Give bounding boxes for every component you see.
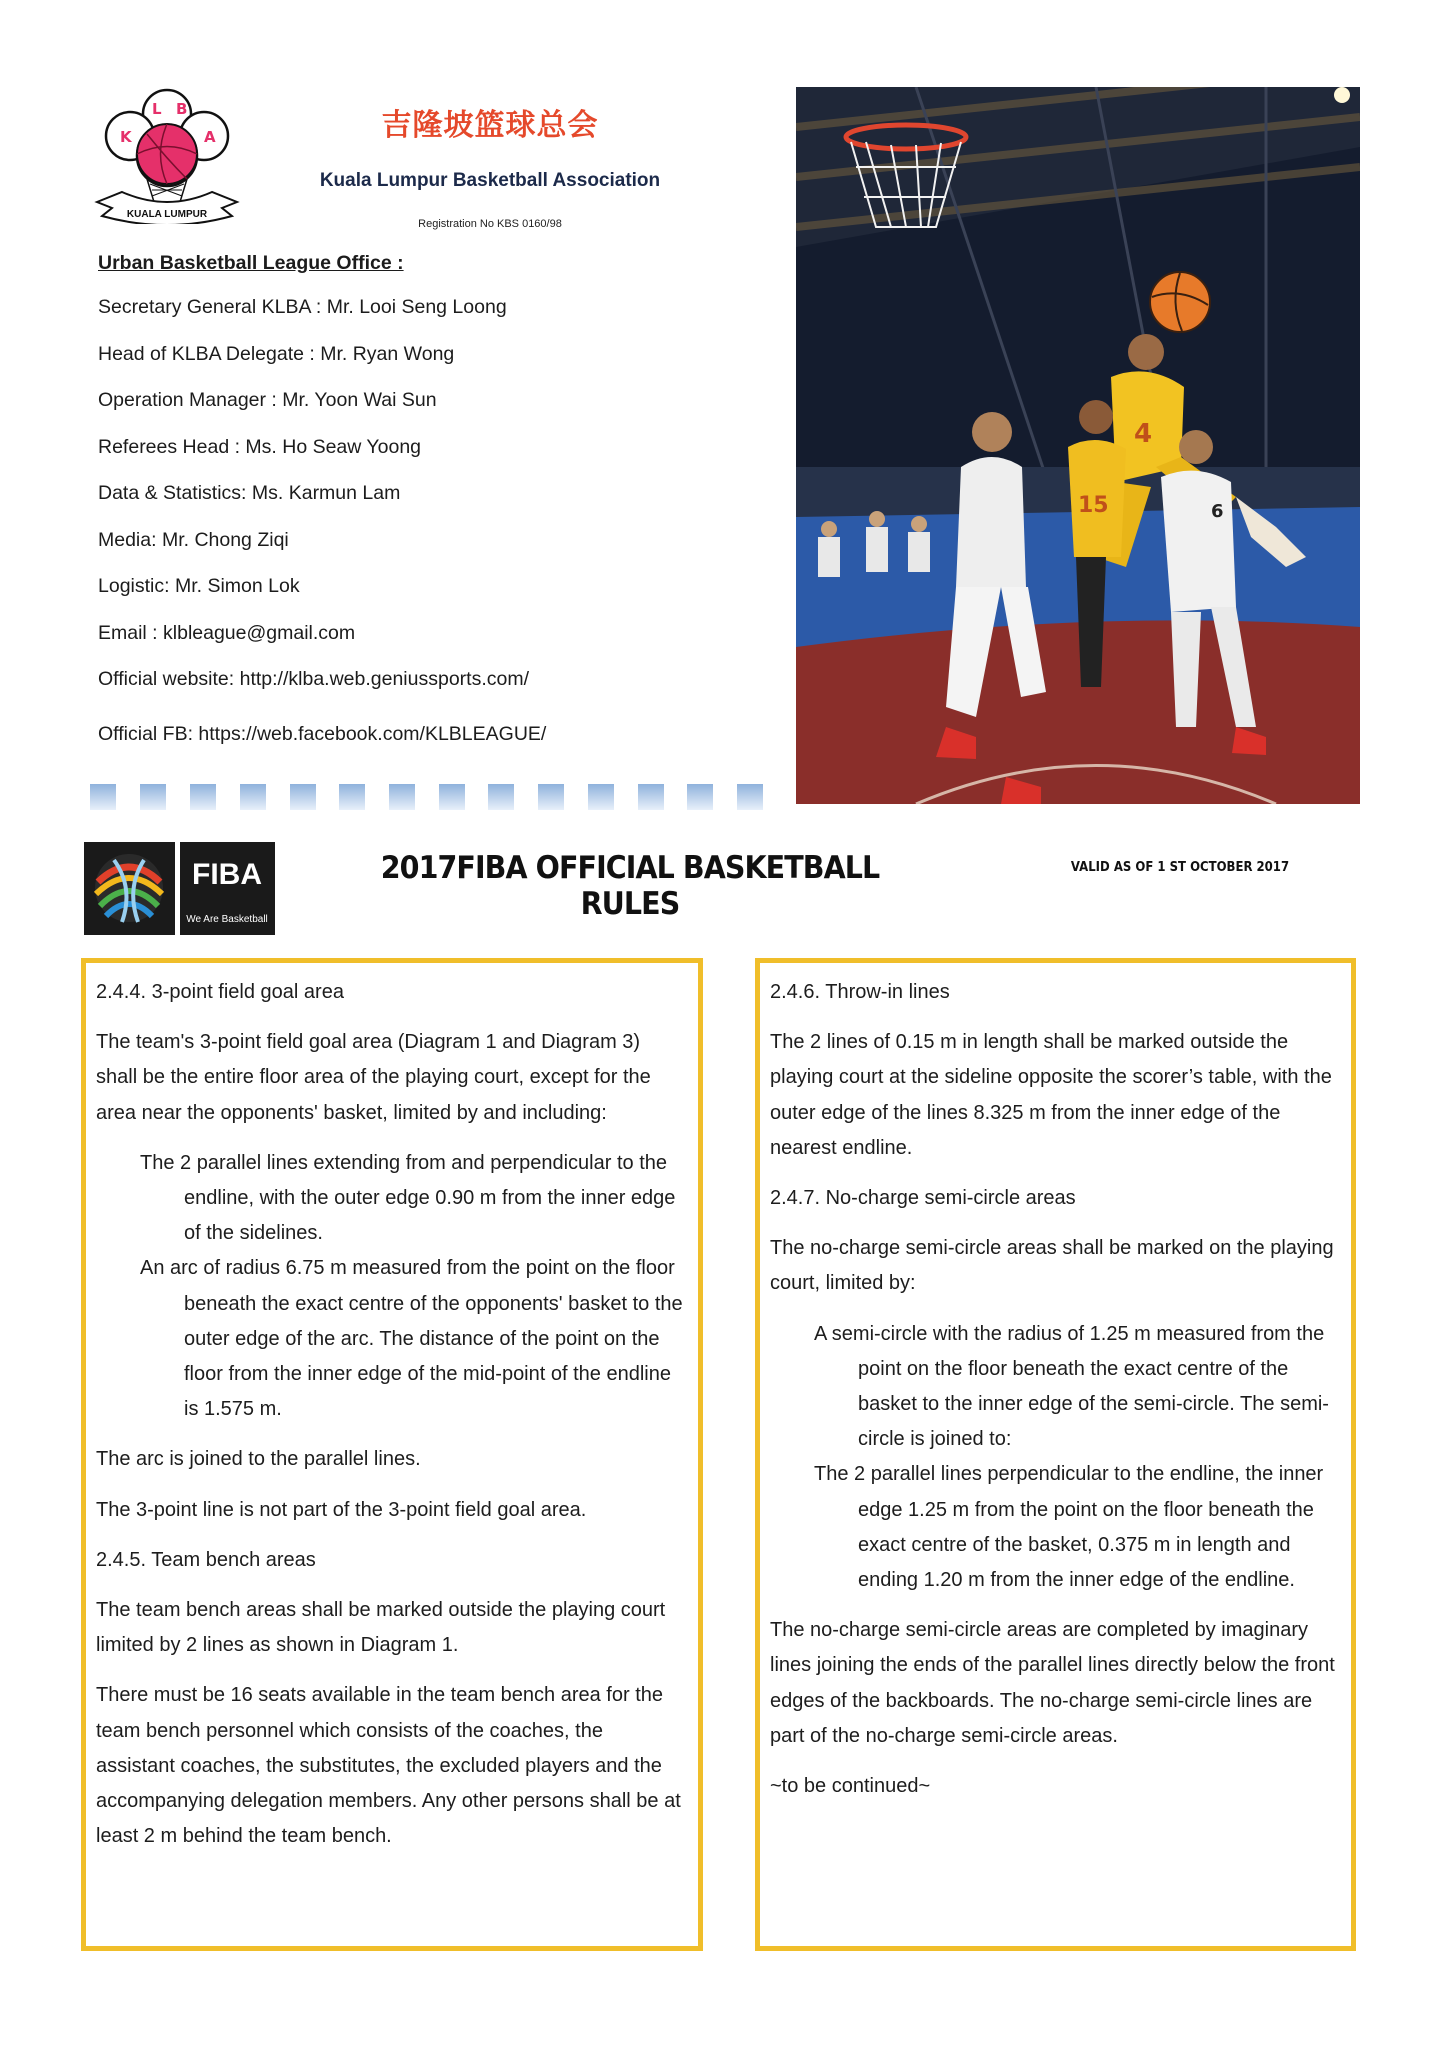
divider-square <box>638 784 664 810</box>
logo-letter-a: A <box>204 128 216 146</box>
office-line-media: Media: Mr. Chong Ziqi <box>98 528 289 551</box>
list-item: The 2 parallel lines perpendicular to the endline, the inner edge 1.25 m from the point on the floor beneath the exact centre of the basket, 0.375 m in length and ending 1.20 m from the inner edge of the endline. <box>814 1463 1324 1592</box>
basketball-game-photo <box>796 87 1360 804</box>
rules-box-right <box>755 958 1356 1951</box>
divider-square <box>90 784 116 810</box>
office-line-facebook[interactable]: Official FB: https://web.facebook.com/KLBLEAGUE/ <box>98 722 547 745</box>
registration-number: Registration No KBS 0160/98 <box>418 218 562 230</box>
divider-square <box>588 784 614 810</box>
logo-banner-text: KUALA LUMPUR <box>126 209 208 220</box>
office-line-statistics: Data & Statistics: Ms. Karmun Lam <box>98 482 401 504</box>
divider-square <box>140 784 166 810</box>
paragraph: There must be 16 seats available in the team bench area for the team bench personnel which consists of the coaches, the assistant coaches, the substitutes, the excluded players and the accompanying delegation members. Any other persons shall be at least 2 m behind the team bench. <box>96 1684 681 1848</box>
klba-logo <box>92 84 242 224</box>
divider-square <box>190 784 216 810</box>
paragraph: The team bench areas shall be marked outside the playing court limited by 2 lines as shown in Diagram 1. <box>96 1599 666 1657</box>
section-heading-2-4-4: 2.4.4. 3-point field goal area <box>96 981 344 1003</box>
divider-square <box>240 784 266 810</box>
paragraph: The arc is joined to the parallel lines. <box>96 1448 421 1471</box>
paragraph: The no-charge semi-circle areas are completed by imaginary lines joining the ends of the parallel lines directly below the front edges of the backboards. The no-charge semi-circle lines are part of the no-charge semi-circle areas. <box>770 1619 1335 1747</box>
office-line-email[interactable]: Email : klbleague@gmail.com <box>98 621 356 644</box>
office-line-referees: Referees Head : Ms. Ho Seaw Yoong <box>98 435 422 458</box>
rules-box-left <box>81 958 703 1951</box>
org-name-english: Kuala Lumpur Basketball Association <box>319 170 661 191</box>
logo-letter-l: L <box>152 100 162 118</box>
rules-valid-date: VALID AS OF 1 ST OCTOBER 2017 <box>1070 860 1290 875</box>
divider-square <box>290 784 316 810</box>
rules-title: 2017FIBA OFFICIAL BASKETBALL RULES <box>380 850 880 922</box>
logo-letter-k: K <box>120 128 132 146</box>
list-item: An arc of radius 6.75 m measured from the point on the floor beneath the exact centre of the opponents' basket to the outer edge of the arc. The distance of the point on the floor from the inner edge of the mid-point of the endline is 1.575 m. <box>140 1257 683 1421</box>
section-heading-2-4-7: 2.4.7. No-charge semi-circle areas <box>770 1187 1076 1210</box>
office-line-operations: Operation Manager : Mr. Yoon Wai Sun <box>98 389 437 411</box>
paragraph: The 2 lines of 0.15 m in length shall be marked outside the playing court at the sideline opposite the scorer’s table, with the outer edge of the lines 8.325 m from the inner edge of the nearest endline. <box>770 1031 1332 1159</box>
logo-letter-b: B <box>176 100 188 118</box>
divider-square <box>488 784 514 810</box>
jersey-number-15: 15 <box>1078 493 1109 518</box>
paragraph: The 3-point line is not part of the 3-point field goal area. <box>96 1498 587 1521</box>
office-line-logistic: Logistic: Mr. Simon Lok <box>98 575 300 597</box>
jersey-number-6: 6 <box>1211 501 1224 522</box>
paragraph: The no-charge semi-circle areas shall be marked on the playing court, limited by: <box>770 1237 1334 1295</box>
office-line-secretary: Secretary General KLBA : Mr. Looi Seng Loong <box>98 296 507 318</box>
paragraph: The team's 3-point field goal area (Diagram 1 and Diagram 3) shall be the entire floor area of the playing court, except for the area near the opponents' basket, limited by and including: <box>96 1031 651 1124</box>
fiba-logo-tagline: We Are Basketball <box>186 914 268 925</box>
divider-square <box>538 784 564 810</box>
list-item: The 2 parallel lines extending from and perpendicular to the endline, with the outer edge 0.90 m from the inner edge of the sidelines. <box>140 1151 676 1245</box>
jersey-number-4: 4 <box>1134 419 1153 449</box>
section-heading-2-4-6: 2.4.6. Throw-in lines <box>770 981 950 1003</box>
continued-note: ~to be continued~ <box>770 1775 931 1798</box>
divider-square <box>439 784 465 810</box>
fiba-logo-text: FIBA <box>192 858 262 891</box>
office-line-website[interactable]: Official website: http://klba.web.geniussports.com/ <box>98 668 530 690</box>
divider-square <box>737 784 763 810</box>
fiba-logo <box>84 842 275 935</box>
divider-square <box>389 784 415 810</box>
decorative-divider <box>90 784 770 810</box>
section-heading-2-4-5: 2.4.5. Team bench areas <box>96 1548 316 1571</box>
office-line-delegate: Head of KLBA Delegate : Mr. Ryan Wong <box>98 342 455 365</box>
org-name-chinese: 吉隆坡篮球总会 <box>381 108 599 143</box>
office-heading: Urban Basketball League Office : <box>98 252 404 274</box>
list-item: A semi-circle with the radius of 1.25 m measured from the point on the floor beneath the exact centre of the basket to the inner edge of the semi-circle. The semi-circle is joined to: <box>814 1322 1329 1451</box>
divider-square <box>687 784 713 810</box>
office-contacts <box>98 252 778 769</box>
divider-square <box>339 784 365 810</box>
